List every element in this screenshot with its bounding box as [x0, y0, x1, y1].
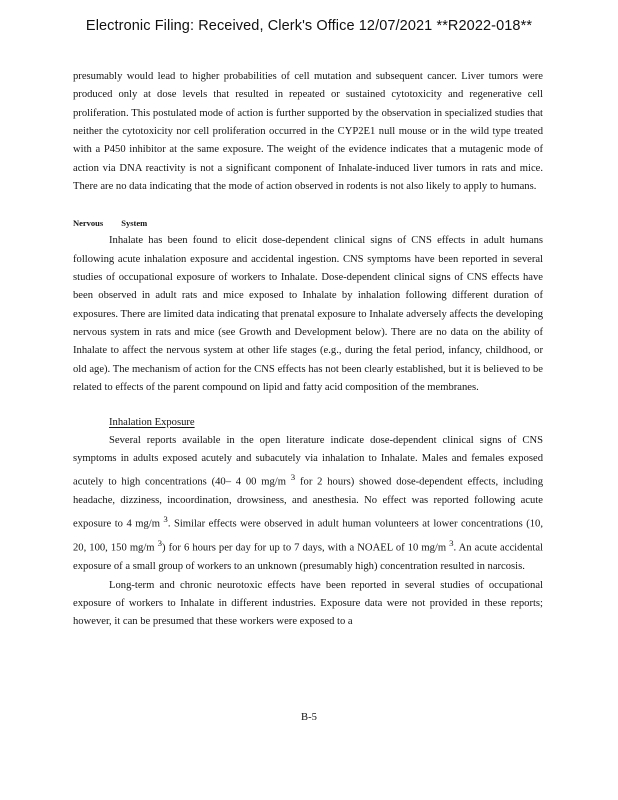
section-heading-nervous-system — [73, 214, 543, 232]
paragraph-text: for 2 hours) showed dose-dependent effects, including headache, dizziness, incoordination, drowsiness, and anesthesia. No effect was reported following acute exposure to 4 mg/m — [73, 476, 543, 530]
paragraph-text: . An acute accidental exposure of a small group of workers to an unknown (presumably high) concentration resulted in narcosis. — [73, 542, 543, 573]
superscript: 3 — [449, 538, 454, 549]
paragraph-long-term-effects: Long-term and chronic neurotoxic effects have been reported in several studies of occupational exposure of workers to Inhalate in different industries. Exposure data were not provided in these reports; however, it can be presumed that these workers were exposed to a — [73, 579, 543, 628]
paragraph-text: Several reports available in the open literature indicate dose-dependent clinical signs of CNS symptoms in adults exposed acutely and subacutely via inhalation to Inhalate. Males and females exposed acutely to high concentrations (40– 4 00 mg/m — [73, 434, 543, 488]
heading-word-nervous: Nervous — [73, 218, 104, 229]
subsection-heading-inhalation-exposure — [109, 414, 543, 432]
paragraph-inhalation-exposure — [73, 432, 543, 577]
filing-stamp: Electronic Filing: Received, Clerk's Office 12/07/2021 **R2022-018** — [85, 18, 533, 34]
superscript: 3 — [290, 472, 296, 483]
superscript: 3 — [157, 538, 163, 549]
paragraph-mode-of-action: presumably would lead to higher probabilities of cell mutation and subsequent cancer. Liver tumors were produced only at dose levels that resulted in repeated or sustained cytotoxicity and regenerative cell proliferation. This postulated mode of action is further supported by the observation in specialized studies that neither the cytotoxicity nor cell proliferation occurred in the CYP2E1 null mouse or in the wild type treated with a P450 inhibitor at the same exposure. The weight of the evidence indicates that a mutagenic mode of action via DNA reactivity is not a significant component of Inhalate-induced liver tumors in rats and mice. There are no data indicating that the mode of action observed in rodents is not also likely to apply to humans. — [73, 71, 543, 193]
paragraph-text: . Similar effects were observed in adult human volunteers at lower concentrations (10, 20, 100, 150 mg/m — [73, 518, 543, 554]
subsection-heading-text: Inhalation Exposure — [109, 416, 195, 428]
document-body — [73, 68, 543, 632]
page-number: B-5 — [301, 712, 317, 723]
paragraph-nervous-system: Inhalate has been found to elicit dose-dependent clinical signs of CNS effects in adult humans following acute inhalation exposure and accidental ingestion. CNS symptoms have been reported in several studies of occupational exposure of workers to Inhalate. Dose-dependent clinical signs of CNS effects have been observed in adult rats and mice exposed to Inhalate by inhalation following different duration of exposures. There are limited data indicating that prenatal exposure to Inhalate adversely affects the developing nervous system in rats and mice (see Growth and Development below). There are no data on the ability of Inhalate to affect the nervous system at other life stages (e.g., during the fetal period, infancy, childhood, or old age). The mechanism of action for the CNS effects has not been clearly established, but it is believed to be related to effects of the parent compound on lipid and fatty acid composition of the membranes. — [73, 235, 543, 394]
superscript: 3 — [163, 514, 168, 525]
paragraph-text: ) for 6 hours per day for up to 7 days, with a NOAEL of 10 mg/m — [162, 542, 450, 554]
heading-word-system: System — [121, 218, 148, 229]
